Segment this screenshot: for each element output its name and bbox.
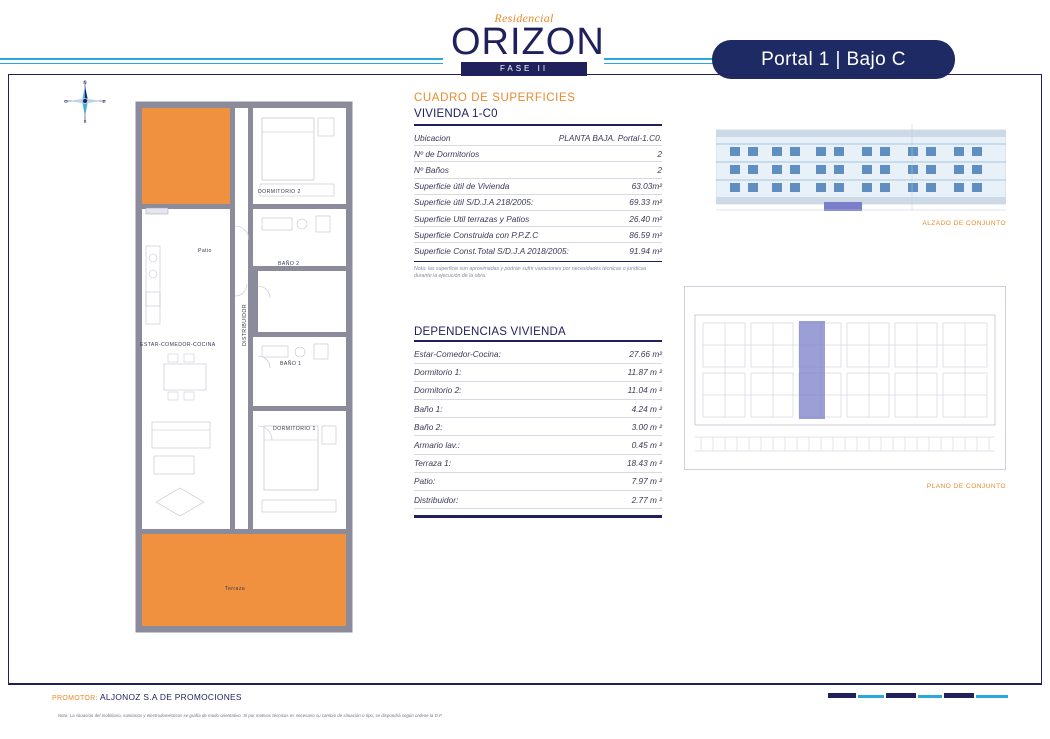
svg-text:O: O <box>64 99 68 104</box>
floor-plan-drawing <box>130 96 358 638</box>
surfaces-note: Nota: las superficie son aproximadas y podrán sufrir variaciones por necesidades técnicas o jurídicas durante la ejecución de la obra. <box>414 265 647 279</box>
svg-text:S: S <box>83 119 87 124</box>
dependency-row <box>414 364 662 382</box>
compass-rose-icon <box>62 78 108 124</box>
dependency-row <box>414 455 662 473</box>
svg-text:N: N <box>83 80 87 85</box>
surface-row <box>414 195 662 211</box>
dependency-label: Distribuidor: <box>414 494 459 505</box>
dependency-label: Patio: <box>414 476 436 487</box>
logo-fase-badge: FASE II <box>461 62 587 76</box>
surface-row <box>414 227 662 243</box>
dependency-label: Terraza 1: <box>414 458 452 469</box>
dependency-value: 0.45 m ² <box>631 440 662 451</box>
dependency-label: Armario lav.: <box>414 440 460 451</box>
surface-row-label: Superficie Const.Total S/D.J.A 2018/2005: <box>414 245 569 256</box>
surface-row-value: 91.94 m² <box>629 245 662 256</box>
plan-label-terraza: Terraza <box>225 586 246 592</box>
promoter-block <box>52 692 242 702</box>
plan-label-estar: ESTAR-COMEDOR-COCINA <box>140 342 216 348</box>
dependency-label: Baño 1: <box>414 403 443 414</box>
dependencies-bottom-bar <box>414 515 662 518</box>
header-rule-right <box>604 58 714 60</box>
plan-label-dormitorio-2: DORMITORIO 2 <box>258 189 301 195</box>
dependency-row <box>414 382 662 400</box>
promoter-value: ALJONOZ S.A DE PROMOCIONES <box>100 692 242 702</box>
surface-row-label: Superficie Util terrazas y Patios <box>414 213 530 224</box>
surface-row-value: PLANTA BAJA. Portal-1.C0. <box>558 132 662 143</box>
portal-title-badge: Portal 1 | Bajo C <box>712 40 955 79</box>
surface-row-value: 63.03m² <box>631 181 662 192</box>
dependency-value: 7.97 m ² <box>631 476 662 487</box>
dependency-value: 2.77 m ² <box>631 494 662 505</box>
surface-row-value: 2 <box>657 148 662 159</box>
surface-row-label: Nº Baños <box>414 164 449 175</box>
dependency-row <box>414 418 662 436</box>
footer-disclaimer: Nota: La situación del mobiliario, sanitarios y electrodomésticos se grafía de modo orientativo. Si por motivos técnicos es necesario su cambio de situación o tipo, se dispondrá según ordene la D.F. <box>58 713 443 718</box>
dependencies-section-title: DEPENDENCIAS VIVIENDA <box>414 325 566 338</box>
surface-row <box>414 179 662 195</box>
surface-row <box>414 130 662 146</box>
surface-row <box>414 243 662 258</box>
surfaces-section-title: CUADRO DE SUPERFICIES <box>414 92 576 104</box>
dependency-label: Estar-Comedor-Cocina: <box>414 349 501 360</box>
surfaces-panel <box>414 92 662 518</box>
footer-color-bars <box>828 690 1008 702</box>
surface-row-value: 86.59 m² <box>629 229 662 240</box>
floor-plan <box>130 96 358 638</box>
logo-residencial-text: Residencial <box>494 11 554 25</box>
surface-row-label: Nº de Dormitorios <box>414 148 480 159</box>
dependency-label: Baño 2: <box>414 421 443 432</box>
surface-row-label: Superficie Construida con P.P.Z.C <box>414 229 539 240</box>
surface-row <box>414 162 662 178</box>
dependency-value: 4.24 m ² <box>631 403 662 414</box>
dependencies-panel <box>414 326 662 519</box>
building-elevation-image <box>716 122 1006 217</box>
dependency-label: Dormitorio 2: <box>414 385 462 396</box>
surface-row-value: 26.40 m² <box>629 213 662 224</box>
dependency-row <box>414 491 662 509</box>
surface-row-label: Ubicacion <box>414 132 451 143</box>
header-rule-left <box>0 58 443 60</box>
dependency-value: 27.66 m² <box>629 349 662 360</box>
dependency-label: Dormitorio 1: <box>414 367 462 378</box>
surface-row-value: 69.33 m² <box>629 197 662 208</box>
plan-label-dormitorio-1: DORMITORIO 1 <box>273 426 316 432</box>
surface-row-label: Superficie útil de Vivienda <box>414 181 510 192</box>
plan-label-patio: Patio <box>198 248 212 254</box>
dependency-value: 11.87 m ² <box>627 367 662 378</box>
plan-label-distribuidor: DISTRIBUIDOR <box>242 304 248 346</box>
footer-divider <box>8 684 1042 685</box>
header-rule-right-thin <box>604 63 714 64</box>
dependency-row <box>414 473 662 491</box>
promoter-label: PROMOTOR: <box>52 695 98 702</box>
dependency-row <box>414 436 662 454</box>
surfaces-divider <box>414 124 662 126</box>
site-plan-image <box>684 286 1006 470</box>
surface-row-value: 2 <box>657 164 662 175</box>
surface-row <box>414 211 662 227</box>
unit-title: VIVIENDA 1-C0 <box>414 108 498 120</box>
elevation-caption: ALZADO DE CONJUNTO <box>922 220 1006 227</box>
surface-row-label: Superficie útil S/D.J.A 218/2005: <box>414 197 534 208</box>
site-plan-caption: PLANO DE CONJUNTO <box>926 483 1006 490</box>
dependency-value: 3.00 m ² <box>631 421 662 432</box>
logo-orizon-label: ORIZON <box>451 21 605 63</box>
dependency-row <box>414 346 662 364</box>
brand-logo <box>451 11 605 76</box>
dependencies-divider <box>414 340 662 342</box>
plan-label-bano-1: BAÑO 1 <box>280 361 302 367</box>
dependency-value: 11.04 m ² <box>627 385 662 396</box>
surface-row <box>414 146 662 162</box>
svg-text:E: E <box>102 99 106 104</box>
plan-label-bano-2: BAÑO 2 <box>278 261 300 267</box>
dependency-value: 18.43 m ² <box>626 458 662 469</box>
dependency-row <box>414 400 662 418</box>
surfaces-bottom-divider <box>414 261 662 262</box>
logo-orizon-text <box>451 21 605 63</box>
header-rule-left-thin <box>0 63 443 64</box>
